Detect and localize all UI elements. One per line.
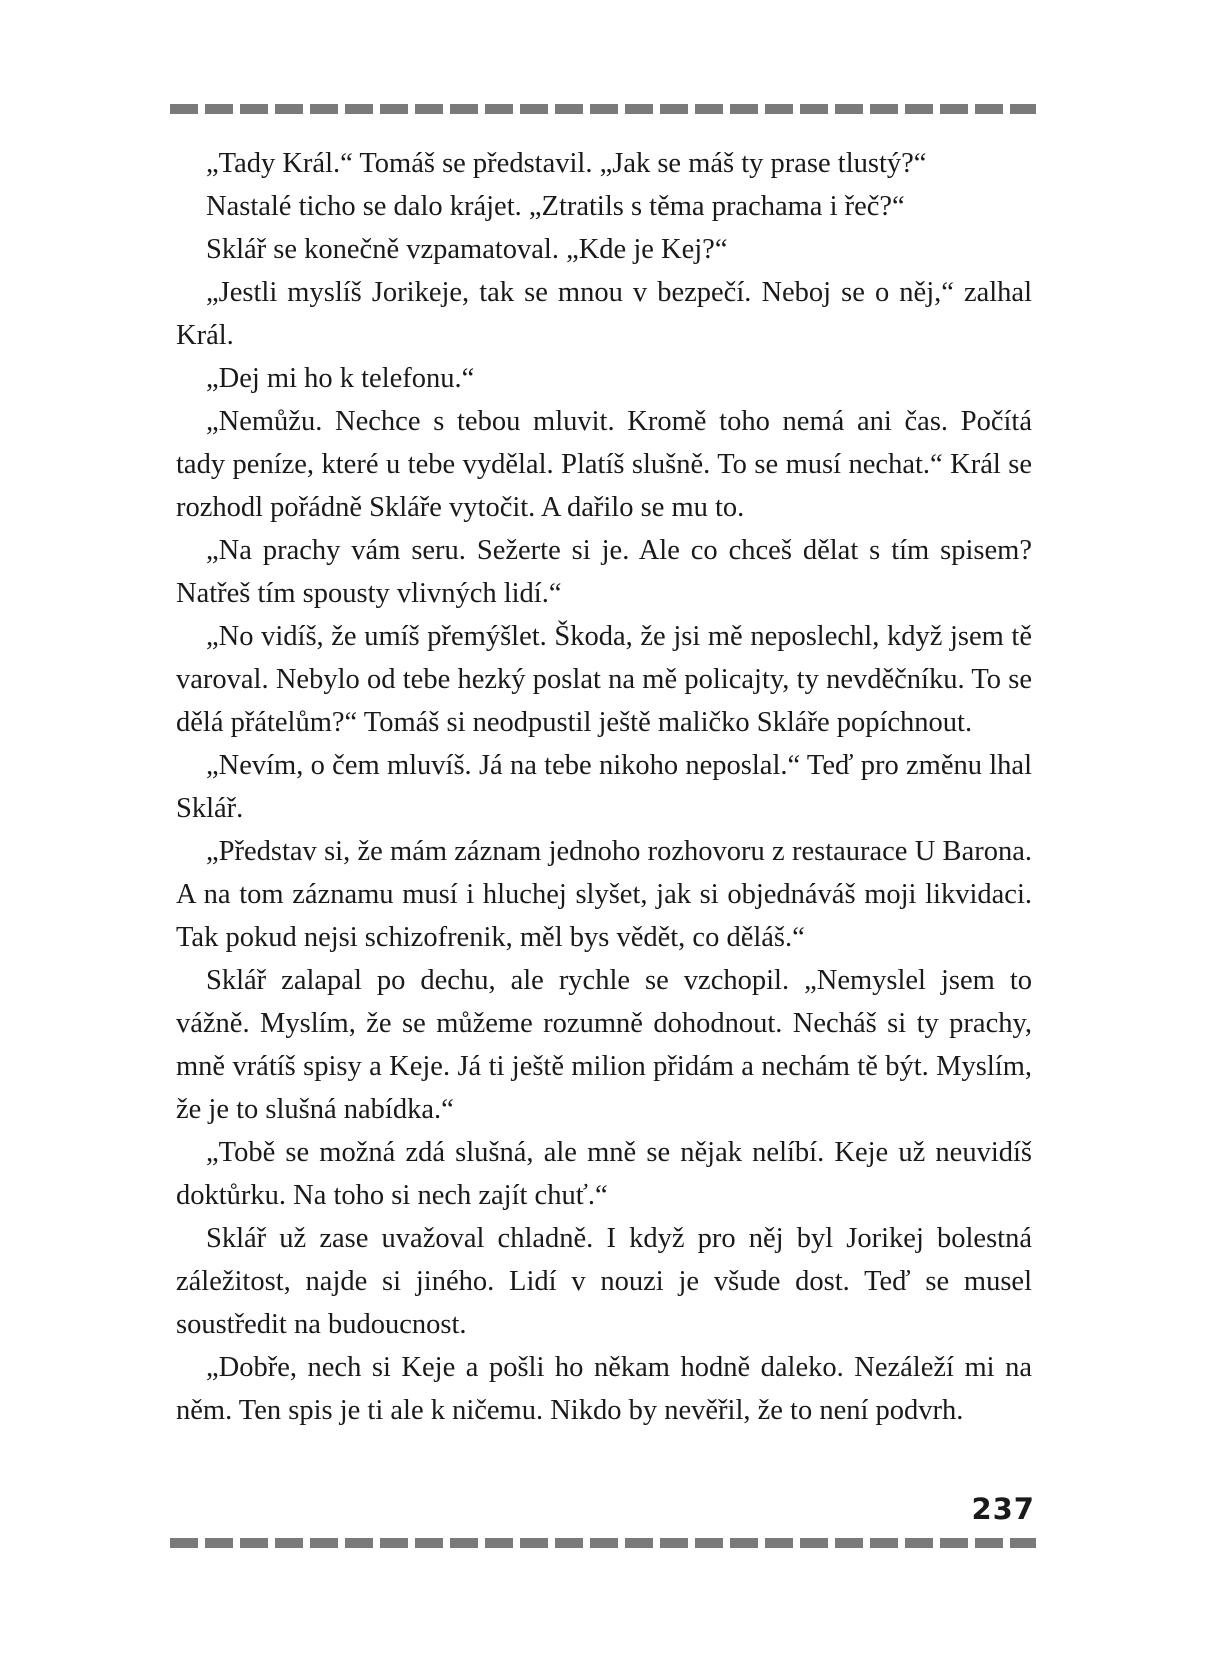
paragraph: „Představ si, že mám záznam jednoho rozhovoru z restaurace U Barona. A na tom záznamu musí i hluchej slyšet, jak si objednáváš moji likvidaci. Tak pokud nejsi schizofrenik, měl bys vědět, co děláš.“ [176,836,1032,953]
body-text [176,142,1032,1432]
page-number: 237 [971,1492,1035,1526]
paragraph: „Nemůžu. Nechce s tebou mluvit. Kromě toho nemá ani čas. Počítá tady peníze, které u tebe vydělal. Platíš slušně. To se musí nechat.“ Král se rozhodl pořádně Skláře vytočit. A dařilo se mu to. [176,406,1032,523]
paragraph: Sklář už zase uvažoval chladně. I když pro něj byl Jorikej bolestná záležitost, najde si jiného. Lidí v nouzi je všude dost. Teď se musel soustředit na budoucnost. [176,1223,1032,1340]
paragraph: „Nevím, o čem mluvíš. Já na tebe nikoho neposlal.“ Teď pro změnu lhal Sklář. [176,750,1032,824]
paragraph: Sklář se konečně vzpamatoval. „Kde je Kej?“ [206,234,728,265]
paragraph: „Dobře, nech si Keje a pošli ho někam hodně daleko. Nezáleží mi na něm. Ten spis je ti ale k ničemu. Nikdo by nevěřil, že to není podvrh. [176,1352,1032,1426]
paragraph: „Na prachy vám seru. Sežerte si je. Ale co chceš dělat s tím spisem? Natřeš tím spousty vlivných lidí.“ [176,535,1032,609]
paragraph: „Tady Král.“ Tomáš se představil. „Jak se máš ty prase tlustý?“ [206,148,927,179]
paragraph: Nastalé ticho se dalo krájet. „Ztratils s těma prachama i řeč?“ [206,191,905,222]
paragraph: „No vidíš, že umíš přemýšlet. Škoda, že jsi mě neposlechl, když jsem tě varoval. Nebylo od tebe hezký poslat na mě policajty, ty nevděčníku. To se dělá přátelům?“ Tomáš si neodpustil ještě maličko Skláře popíchnout. [176,621,1032,738]
paragraph: „Dej mi ho k telefonu.“ [206,363,475,394]
top-dashed-rule [170,104,1036,114]
paragraph: Sklář zalapal po dechu, ale rychle se vzchopil. „Nemyslel jsem to vážně. Myslím, že se můžeme rozumně dohodnout. Necháš si ty prachy, mně vrátíš spisy a Keje. Já ti ještě milion přidám a nechám tě být. Myslím, že je to slušná nabídka.“ [176,965,1032,1125]
paragraph: „Jestli myslíš Jorikeje, tak se mnou v bezpečí. Neboj se o něj,“ zalhal Král. [176,277,1032,351]
paragraph: „Tobě se možná zdá slušná, ale mně se nějak nelíbí. Keje už neuvidíš doktůrku. Na toho si nech zajít chuť.“ [176,1137,1032,1211]
bottom-dashed-rule [170,1538,1036,1548]
